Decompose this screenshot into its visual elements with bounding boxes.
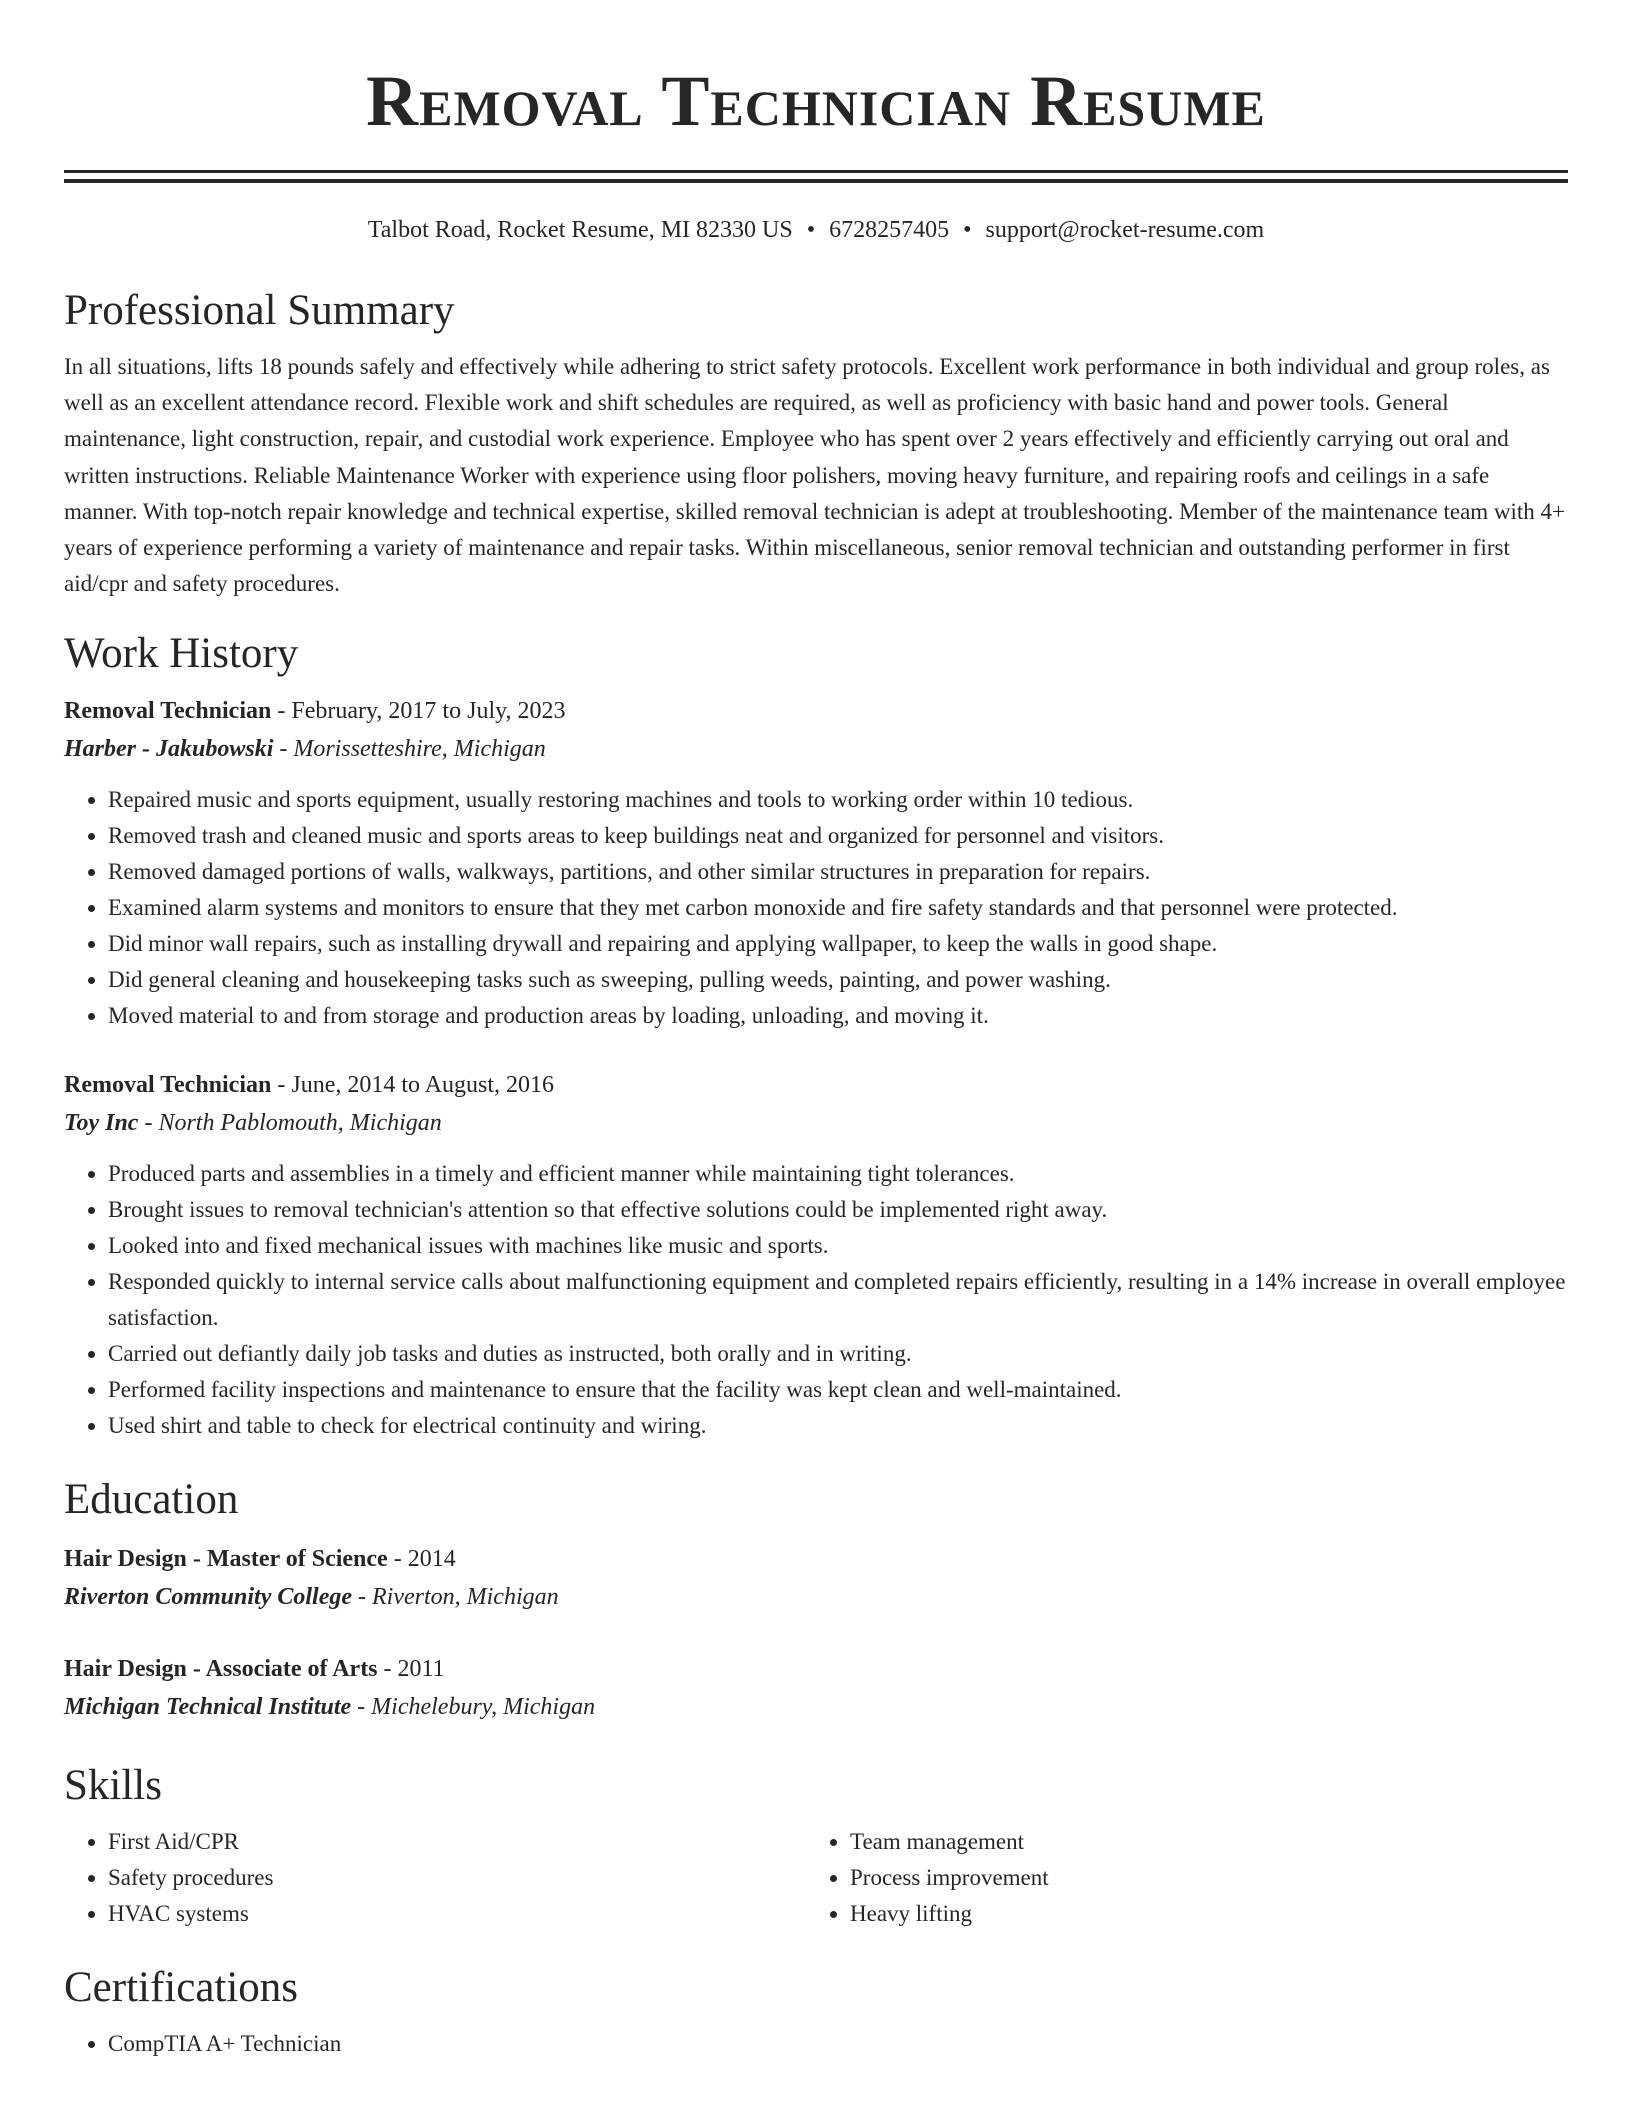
job-location: - North Pablomouth, Michigan bbox=[138, 1110, 442, 1137]
job-entry bbox=[64, 1066, 1568, 1444]
skills-column-left bbox=[64, 1824, 806, 1932]
job-duty: • Repaired music and sports equipment, usually restoring machines and tools to working order within 10 tedious. bbox=[108, 782, 1568, 818]
skills-column-right bbox=[806, 1824, 1548, 1932]
education-entry bbox=[64, 1540, 1568, 1616]
skill-item: • First Aid/CPR bbox=[108, 1824, 806, 1860]
skills-heading: Skills bbox=[64, 1762, 162, 1810]
certification-item: • CompTIA A+ Technician bbox=[108, 2026, 1568, 2062]
education-school-line bbox=[64, 1578, 1568, 1616]
title-divider-top bbox=[64, 170, 1568, 173]
job-duty: • Produced parts and assemblies in a timely and efficient manner while maintaining tight tolerances. bbox=[108, 1156, 1568, 1192]
education-year: - 2011 bbox=[377, 1656, 445, 1683]
education-entry bbox=[64, 1650, 1568, 1726]
job-title: Removal Technician bbox=[64, 1072, 272, 1099]
certifications-section bbox=[64, 1962, 1568, 2062]
contact-line bbox=[64, 215, 1568, 245]
job-entry bbox=[64, 692, 1568, 1034]
education-school: Riverton Community College bbox=[64, 1584, 353, 1611]
job-duty: • Looked into and fixed mechanical issues with machines like music and sports. bbox=[108, 1228, 1568, 1264]
contact-address: Talbot Road, Rocket Resume, MI 82330 US bbox=[367, 217, 793, 243]
job-dates: - February, 2017 to July, 2023 bbox=[271, 698, 566, 725]
contact-email: support@rocket-resume.com bbox=[985, 217, 1265, 243]
education-school-line bbox=[64, 1688, 1568, 1726]
education-year: - 2014 bbox=[387, 1546, 456, 1573]
education-location: - Michelebury, Michigan bbox=[351, 1694, 596, 1721]
education-degree-line bbox=[64, 1540, 1568, 1578]
skills-list bbox=[64, 1824, 806, 1932]
education-location: - Riverton, Michigan bbox=[352, 1584, 559, 1611]
job-duties-list bbox=[64, 782, 1568, 1034]
job-duties-list bbox=[64, 1156, 1568, 1444]
job-location: - Morissetteshire, Michigan bbox=[273, 736, 546, 763]
skills-section bbox=[64, 1760, 1568, 1932]
job-duty: • Performed facility inspections and maintenance to ensure that the facility was kept clean and well-maintained. bbox=[108, 1372, 1568, 1408]
skills-list bbox=[806, 1824, 1548, 1932]
education-school: Michigan Technical Institute bbox=[64, 1694, 352, 1721]
work-history-heading: Work History bbox=[64, 630, 299, 678]
education-degree: Hair Design - Associate of Arts bbox=[64, 1656, 378, 1683]
education-degree: Hair Design - Master of Science bbox=[64, 1546, 388, 1573]
job-duty: • Removed trash and cleaned music and sports areas to keep buildings neat and organized for personnel and visitors. bbox=[108, 818, 1568, 854]
skill-item: • Team management bbox=[850, 1824, 1548, 1860]
job-duty: • Examined alarm systems and monitors to ensure that they met carbon monoxide and fire safety standards and that personnel were protected. bbox=[108, 890, 1568, 926]
contact-separator: • bbox=[806, 217, 816, 243]
job-duty: • Did minor wall repairs, such as installing drywall and repairing and applying wallpaper, to keep the walls in good shape. bbox=[108, 926, 1568, 962]
job-duty: • Removed damaged portions of walls, walkways, partitions, and other similar structures in preparation for repairs. bbox=[108, 854, 1568, 890]
job-company: Harber - Jakubowski bbox=[64, 736, 274, 763]
job-duty: • Did general cleaning and housekeeping tasks such as sweeping, pulling weeds, painting, and power washing. bbox=[108, 962, 1568, 998]
skill-item: • Heavy lifting bbox=[850, 1896, 1548, 1932]
job-company: Toy Inc bbox=[64, 1110, 139, 1137]
resume-title: Removal Technician Resume bbox=[366, 61, 1266, 141]
education-section bbox=[64, 1474, 1568, 1726]
job-title-line bbox=[64, 1066, 1568, 1104]
job-title-line bbox=[64, 692, 1568, 730]
skill-item: • HVAC systems bbox=[108, 1896, 806, 1932]
job-duty: • Used shirt and table to check for electrical continuity and wiring. bbox=[108, 1408, 1568, 1444]
job-duty: • Carried out defiantly daily job tasks and duties as instructed, both orally and in writing. bbox=[108, 1336, 1568, 1372]
contact-phone: 6728257405 bbox=[829, 217, 950, 243]
skills-columns bbox=[64, 1824, 1568, 1932]
summary-heading: Professional Summary bbox=[64, 287, 455, 334]
contact-separator: • bbox=[963, 217, 972, 243]
job-company-line bbox=[64, 730, 1568, 768]
job-dates: - June, 2014 to August, 2016 bbox=[271, 1072, 555, 1099]
job-title: Removal Technician bbox=[64, 698, 272, 725]
job-duty: • Moved material to and from storage and production areas by loading, unloading, and moving it. bbox=[108, 998, 1568, 1034]
certifications-list bbox=[64, 2026, 1568, 2062]
work-history-section bbox=[64, 628, 1568, 1444]
job-duty: • Responded quickly to internal service calls about malfunctioning equipment and completed repairs efficiently, resulting in a 14% increase in overall employee satisfaction. bbox=[108, 1264, 1568, 1336]
certifications-heading: Certifications bbox=[64, 1964, 299, 2012]
skill-item: • Process improvement bbox=[850, 1860, 1548, 1896]
education-heading: Education bbox=[64, 1476, 239, 1524]
title-divider-bottom bbox=[64, 179, 1568, 183]
summary-text: In all situations, lifts 18 pounds safely and effectively while adhering to strict safety protocols. Excellent work performance in both individual and group roles, as well as an excellent attendance record. Flexible work and shift schedules are required, as well as proficiency with basic hand and power tools. General maintenance, light construction, repair, and custodial work experience. Employee who has spent over 2 years effectively and efficiently carrying out oral and written instructions. Reliable Maintenance Worker with experience using floor polishers, moving heavy furniture, and repairing roofs and ceilings in a safe manner. With top-notch repair knowledge and technical expertise, skilled removal technician is adept at troubleshooting. Member of the maintenance team with 4+ years of experience performing a variety of maintenance and repair tasks. Within miscellaneous, senior removal technician and outstanding performer in first aid/cpr and safety procedures. bbox=[64, 354, 1566, 597]
job-duty: • Brought issues to removal technician's attention so that effective solutions could be implemented right away. bbox=[108, 1192, 1568, 1228]
job-company-line bbox=[64, 1104, 1568, 1142]
summary-section bbox=[64, 285, 1568, 602]
education-degree-line bbox=[64, 1650, 1568, 1688]
skill-item: • Safety procedures bbox=[108, 1860, 806, 1896]
